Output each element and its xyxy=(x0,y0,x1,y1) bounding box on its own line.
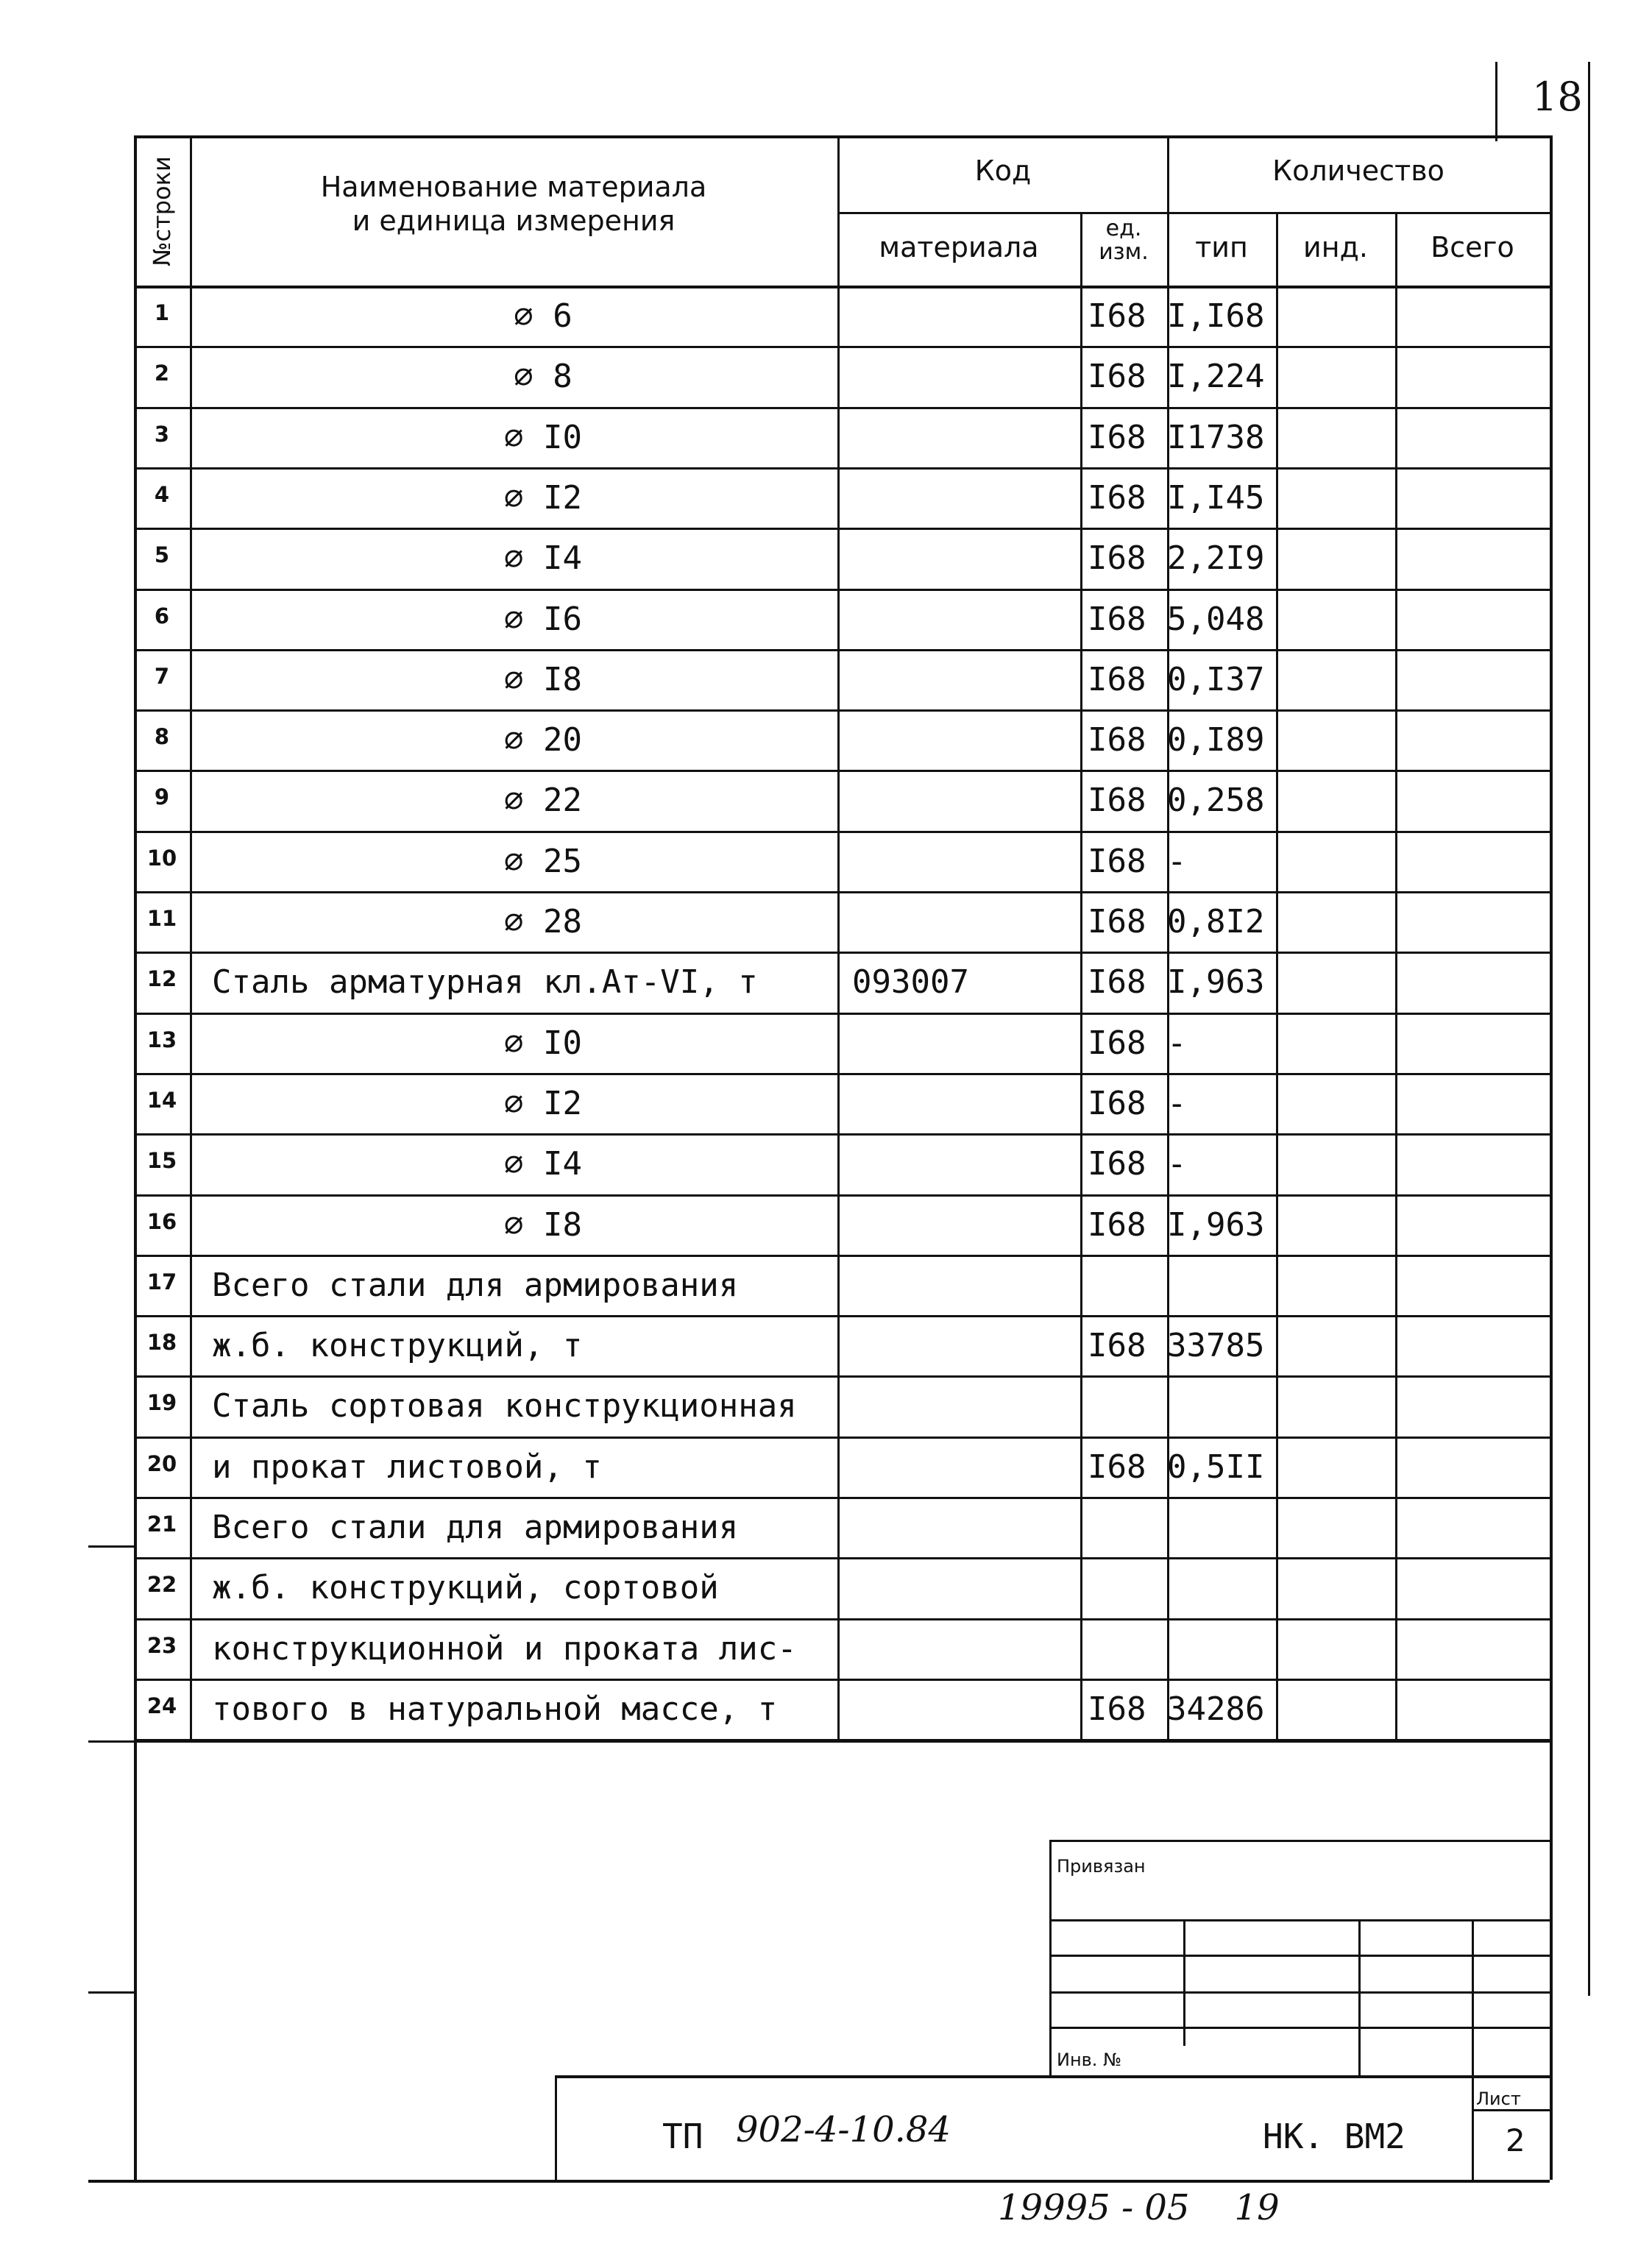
header-code-material: материала xyxy=(879,231,1039,263)
row-unit-code: I68 xyxy=(1088,358,1146,396)
col-sub-divider-1 xyxy=(1276,212,1278,1739)
row-quantity-type: - xyxy=(1167,1084,1187,1122)
row-number: 3 xyxy=(154,421,170,447)
row-number: 16 xyxy=(146,1208,177,1234)
row-line-20 xyxy=(134,1497,1550,1499)
row-line-15 xyxy=(134,1194,1550,1197)
col-sub-divider-0 xyxy=(1080,212,1082,1739)
row-quantity-type: I,224 xyxy=(1167,358,1265,396)
stamp-line-4 xyxy=(1049,2027,1550,2029)
row-line-17 xyxy=(134,1315,1550,1317)
page-number: 18 xyxy=(1532,74,1583,120)
row-line-16 xyxy=(134,1255,1550,1257)
row-unit-code: I68 xyxy=(1088,1084,1146,1122)
row-number: 4 xyxy=(154,481,170,507)
row-material-name: тового в натуральной массе, т xyxy=(212,1690,778,1728)
row-material-name: и прокат листовой, т xyxy=(212,1448,602,1486)
row-line-14 xyxy=(134,1133,1550,1136)
row-material-name: ж.б. конструкций, сортовой xyxy=(212,1569,719,1607)
row-line-9 xyxy=(134,831,1550,833)
row-material-name: ∅ I4 xyxy=(504,539,582,578)
row-number: 10 xyxy=(146,845,177,871)
stamp-line-3 xyxy=(1049,1991,1550,1994)
header-quantity-individual: инд. xyxy=(1303,231,1368,263)
row-number: 20 xyxy=(146,1450,177,1476)
stamp-inv-left xyxy=(1049,2046,1052,2075)
header-quantity: Количество xyxy=(1272,155,1444,187)
row-number: 5 xyxy=(154,542,170,568)
stamp-document-prefix: ТП xyxy=(662,2116,703,2156)
row-line-8 xyxy=(134,770,1550,772)
header-mid-line xyxy=(837,212,1550,214)
row-material-name: ∅ I2 xyxy=(504,478,582,517)
row-unit-code: I68 xyxy=(1088,297,1146,335)
row-line-10 xyxy=(134,891,1550,893)
row-line-18 xyxy=(134,1375,1550,1378)
row-quantity-type: I,963 xyxy=(1167,963,1265,1002)
row-unit-code: I68 xyxy=(1088,600,1146,638)
row-material-name: Сталь арматурная кл.Ат-VI, т xyxy=(212,963,758,1002)
row-quantity-type: I,I45 xyxy=(1167,478,1265,517)
row-material-name: ∅ 20 xyxy=(504,721,582,759)
row-unit-code: I68 xyxy=(1088,539,1146,578)
row-number: 12 xyxy=(146,966,177,992)
row-material-name: Всего стали для армирования xyxy=(212,1509,739,1546)
row-unit-code: I68 xyxy=(1088,721,1146,759)
row-line-19 xyxy=(134,1437,1550,1439)
row-line-7 xyxy=(134,709,1550,712)
stamp-v-3 xyxy=(1472,1919,1474,2180)
header-unit: ед. изм. xyxy=(1099,216,1149,265)
footer-handwritten-number: 19995 - 05 19 xyxy=(998,2187,1280,2228)
table-right-border xyxy=(1550,135,1553,2180)
row-line-3 xyxy=(134,467,1550,470)
row-number: 17 xyxy=(146,1269,177,1294)
row-line-21 xyxy=(134,1557,1550,1559)
page-number-divider-left xyxy=(1495,62,1497,141)
stamp-main-left xyxy=(555,2075,557,2180)
row-quantity-type: 0,I37 xyxy=(1167,660,1265,698)
row-unit-code: I68 xyxy=(1088,660,1146,698)
row-material-name: ∅ 6 xyxy=(514,297,572,335)
row-material-name: ∅ I2 xyxy=(504,1084,582,1122)
row-unit-code: I68 xyxy=(1088,963,1146,1002)
row-material-name: Сталь сортовая конструкционная xyxy=(212,1387,797,1425)
row-quantity-type: 34286 xyxy=(1167,1690,1265,1728)
row-material-code: 093007 xyxy=(852,963,969,1002)
row-number: 23 xyxy=(146,1632,177,1658)
header-material-name: Наименование материала и единица измерения xyxy=(320,171,707,237)
row-number: 13 xyxy=(146,1027,177,1052)
row-material-name: ∅ 8 xyxy=(514,358,572,396)
row-number: 8 xyxy=(154,724,170,750)
row-quantity-type: 0,258 xyxy=(1167,782,1265,820)
row-material-name: ∅ 22 xyxy=(504,782,582,820)
row-material-name: ∅ 28 xyxy=(504,903,582,941)
header-row-number-cell xyxy=(134,137,190,286)
row-quantity-type: 0,5II xyxy=(1167,1448,1265,1486)
row-line-22 xyxy=(134,1618,1550,1620)
row-line-4 xyxy=(134,528,1550,530)
row-number: 6 xyxy=(154,603,170,628)
row-material-name: ∅ I4 xyxy=(504,1145,582,1183)
row-quantity-type: - xyxy=(1167,842,1187,880)
row-line-5 xyxy=(134,589,1550,591)
stamp-top xyxy=(1049,1840,1550,1842)
row-unit-code: I68 xyxy=(1088,1448,1146,1486)
stamp-sheet-number: 2 xyxy=(1506,2122,1525,2158)
row-number: 22 xyxy=(146,1572,177,1598)
row-unit-code: I68 xyxy=(1088,903,1146,941)
row-line-12 xyxy=(134,1013,1550,1015)
row-number: 14 xyxy=(146,1087,177,1113)
row-material-name: ∅ I8 xyxy=(504,660,582,698)
row-number: 18 xyxy=(146,1330,177,1356)
stamp-document-code: НК. ВМ2 xyxy=(1263,2116,1405,2156)
row-unit-code: I68 xyxy=(1088,842,1146,880)
row-quantity-type: - xyxy=(1167,1145,1187,1183)
row-material-name: ∅ 25 xyxy=(504,842,582,880)
row-line-2 xyxy=(134,407,1550,409)
row-material-name: ∅ I8 xyxy=(504,1205,582,1244)
row-line-23 xyxy=(134,1679,1550,1681)
stamp-line-1 xyxy=(1049,1919,1550,1921)
page-number-divider-right xyxy=(1588,62,1590,141)
row-number: 24 xyxy=(146,1693,177,1718)
row-material-name: ∅ I0 xyxy=(504,418,582,456)
row-quantity-type: 0,I89 xyxy=(1167,721,1265,759)
row-quantity-type: 33785 xyxy=(1167,1327,1265,1365)
stamp-sheet-label: Лист xyxy=(1476,2089,1521,2109)
row-unit-code: I68 xyxy=(1088,782,1146,820)
row-quantity-type: I,I68 xyxy=(1167,297,1265,335)
rows-bottom-extension xyxy=(88,1740,1550,1743)
row-quantity-type: - xyxy=(1167,1024,1187,1062)
stamp-v-2 xyxy=(1358,1919,1361,2075)
header-row-number: №строки xyxy=(148,156,176,266)
stamp-main-top xyxy=(555,2075,1550,2078)
row-number: 21 xyxy=(146,1512,177,1537)
row-material-name: Всего стали для армирования xyxy=(212,1266,739,1304)
row-number: 15 xyxy=(146,1148,177,1174)
stamp-line-2 xyxy=(1049,1955,1550,1957)
row-line-11 xyxy=(134,952,1550,954)
stamp-sheet-line xyxy=(1472,2109,1550,2111)
stamp-left xyxy=(1049,1840,1052,2075)
row-quantity-type: 5,048 xyxy=(1167,600,1265,638)
row-number: 11 xyxy=(146,906,177,931)
table-top-border xyxy=(134,135,1552,138)
row-quantity-type: 0,8I2 xyxy=(1167,903,1265,941)
stamp-privyazan: Привязан xyxy=(1057,1856,1146,1877)
row-quantity-type: I,963 xyxy=(1167,1205,1265,1244)
row-unit-code: I68 xyxy=(1088,1024,1146,1062)
stamp-inventory-number: Инв. № xyxy=(1057,2050,1122,2070)
row-unit-code: I68 xyxy=(1088,478,1146,517)
row-material-name: ∅ I6 xyxy=(504,600,582,638)
row-unit-code: I68 xyxy=(1088,1145,1146,1183)
stamp-document-number: 902-4-10.84 xyxy=(736,2109,951,2150)
row-number: 7 xyxy=(154,663,170,689)
header-quantity-type: тип xyxy=(1195,231,1248,263)
row-quantity-type: 2,2I9 xyxy=(1167,539,1265,578)
row-line-6 xyxy=(134,649,1550,651)
row-line-13 xyxy=(134,1073,1550,1075)
row-material-name: конструкционной и проката лис- xyxy=(212,1629,797,1668)
row-unit-code: I68 xyxy=(1088,1327,1146,1365)
row-unit-code: I68 xyxy=(1088,418,1146,456)
header-bottom-line xyxy=(134,286,1550,288)
row-material-name: ∅ I0 xyxy=(504,1024,582,1062)
row-number: 2 xyxy=(154,361,170,386)
row-number: 1 xyxy=(154,300,170,325)
left-tick-1 xyxy=(88,1545,134,1548)
stamp-v-1 xyxy=(1183,1919,1185,2046)
row-unit-code: I68 xyxy=(1088,1205,1146,1244)
row-quantity-type: I1738 xyxy=(1167,418,1265,456)
right-margin-line xyxy=(1588,141,1590,1996)
row-number: 19 xyxy=(146,1390,177,1416)
col-sub-divider-2 xyxy=(1395,212,1397,1739)
stamp-bottom xyxy=(88,2180,1550,2183)
row-line-1 xyxy=(134,346,1550,348)
header-quantity-total: Всего xyxy=(1431,231,1514,263)
header-code: Код xyxy=(974,155,1032,187)
row-number: 9 xyxy=(154,784,170,810)
row-unit-code: I68 xyxy=(1088,1690,1146,1728)
row-material-name: ж.б. конструкций, т xyxy=(212,1327,583,1365)
left-tick-2 xyxy=(88,1991,134,1994)
